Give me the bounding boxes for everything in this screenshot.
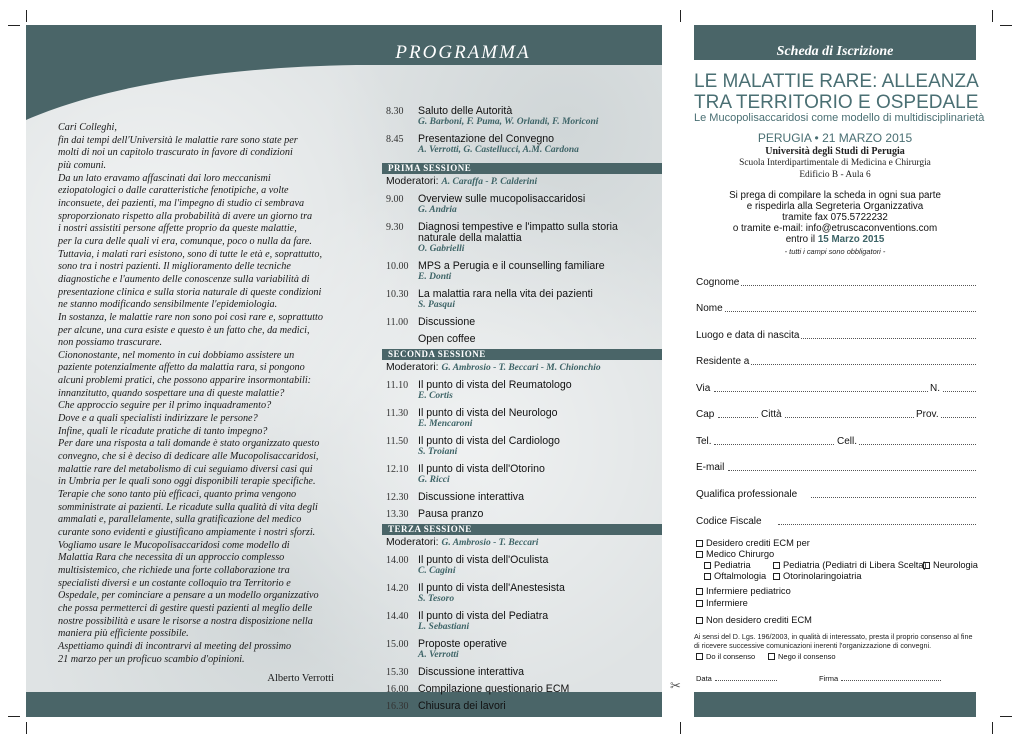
programme-speakers: S. Pasqui [418,300,455,310]
checkbox-icon [923,562,930,569]
via-field[interactable] [696,380,976,394]
letter-line: Malattia Rara che necessita di un approccio complesso [58,552,285,564]
venue-line1: Università degli Studi di Perugia [765,146,905,157]
programme-title: Il punto di vista del Cardiologo [418,435,560,447]
cell-label: Cell. [837,436,858,447]
moderators-names: A. Caraffa - P. Calderini [441,177,538,187]
crop-mark [992,722,993,734]
checkbox-icon [704,562,711,569]
programme-title: Diagnosi tempestive e l'impatto sulla storia [418,221,618,233]
medico-label: Medico Chirurgo [706,549,775,559]
programme-time: 14.00 [386,555,409,566]
venue-line3: Edificio B - Aula 6 [799,170,871,180]
crop-mark [26,722,27,734]
programme-speakers: O. Gabrielli [418,244,465,254]
moderators-label: Moderatori: [386,362,439,373]
programme-heading: PROGRAMMA [395,42,531,63]
programme-title: Il punto di vista dell'Oculista [418,554,549,566]
letter-line: In sostanza, le malattie rare non sono poi così rare e, soprattutto [58,311,323,323]
qualifica-field[interactable] [696,486,976,500]
tel-label: Tel. [696,436,712,447]
moderators-names: G. Ambrosio - T. Beccari [441,538,539,548]
consent-no-label: Nego il consenso [778,652,836,661]
residente-label: Residente a [696,356,750,367]
ecm-no-checkbox[interactable] [696,615,812,625]
letter-line: fin dai tempi dell'Università le malattie rare sono state per [58,134,298,146]
letter-line: innanzitutto, quando sospettare una di queste malattie? [58,387,285,399]
letter-line: in Umbria per le quali sono oggi disponibili terapie specifiche. [58,476,316,488]
programme-speakers: S. Tesoro [418,594,455,604]
pediatria-ls-label: Pediatria (Pediatri di Libera Scelta) [783,560,927,570]
programme-speakers: E. Cortis [418,391,453,401]
programme-time: 15.00 [386,639,409,650]
letter-line: diagnostiche e l'aumento delle conoscenze sulla variabilità di [58,273,310,285]
citta-label: Città [761,409,782,420]
infermiere-checkbox[interactable] [696,598,748,608]
ecm-yes-checkbox[interactable] [696,538,810,548]
programme-title: Discussione interattiva [418,491,524,503]
programme-speakers: G. Ricci [418,475,450,485]
consent-no-checkbox[interactable] [768,652,836,661]
crop-mark [992,10,993,22]
programme-title: Chiusura dei lavori [418,700,506,712]
letter-line: Cari Colleghi, [58,122,117,133]
consent-yes-checkbox[interactable] [696,652,755,661]
programme-time: 8.45 [386,134,404,145]
programme-time: 10.00 [386,261,409,272]
event-subtitle: Le Mucopolisaccaridosi come modello di multidisciplinarietà [694,112,985,124]
letter-line: per la cura delle quali vi era, comunque, poco o nulla da fare. [58,235,312,247]
pediatria-checkbox[interactable] [704,560,751,570]
infermiere-ped-checkbox[interactable] [696,586,791,596]
crop-mark [26,10,27,22]
scissors-icon: ✂ [670,678,681,693]
nome-field[interactable] [696,300,976,314]
programme-time: 16.00 [386,684,409,695]
codice-fiscale-label: Codice Fiscale [696,516,762,527]
programme-title: Discussione interattiva [418,666,524,678]
checkbox-icon [696,551,703,558]
programme-speakers: A. Verrotti [418,650,459,660]
programme-title: Open coffee [418,333,476,345]
programme-title: Proposte operative [418,638,507,650]
deadline [694,234,976,245]
consent-yes-label: Do il consenso [706,652,756,661]
programme-time: 10.30 [386,289,409,300]
cognome-label: Cognome [696,277,740,288]
checkbox-icon [696,600,703,607]
pediatria-label: Pediatria [714,560,751,570]
checkbox-icon [704,573,711,580]
programme-time: 9.00 [386,194,404,205]
programme-title: Discussione [418,316,476,328]
codice-fiscale-field[interactable] [696,513,976,527]
letter-line: alcuni problemi pratici, che possono apparire insormontabili: [58,375,312,387]
luogo-label: Luogo e data di nascita [696,330,800,341]
checkbox-icon [696,653,703,660]
programme-title: Il punto di vista del Reumatologo [418,379,572,391]
data-signature-field[interactable] [696,674,777,683]
programme-speakers: E. Mencaroni [418,419,473,429]
registration-heading: Scheda di Iscrizione [776,44,894,59]
pediatria-ls-checkbox[interactable] [773,560,927,570]
ecm-yes-label: Desidero crediti ECM per [706,538,810,548]
top-wave-band [26,25,662,125]
via-label: Via [696,383,711,394]
programme-speakers: C. Cagini [418,566,456,576]
letter-line: Ospedale, per cominciare a pensare a un modello organizzativo [58,590,319,602]
event-date: PERUGIA • 21 MARZO 2015 [757,131,913,145]
qualifica-label: Qualifica professionale [696,489,798,500]
checkbox-icon [696,540,703,547]
session-heading: PRIMA SESSIONE [382,163,662,174]
session-heading: TERZA SESSIONE [382,524,662,535]
letter-line: ne stanno modificando sensibilmente l'epidemiologia. [58,299,278,311]
letter-line: malattie rare del metabolismo di cui seguiamo diversi casi qui [58,463,313,475]
ecm-no-label: Non desidero crediti ECM [706,615,812,625]
email-label: E-mail [696,462,725,473]
letter-line: specialisti diversi e un costante colloquio tra Territorio e [58,577,291,589]
checkbox-icon [773,562,780,569]
moderators-names: G. Ambrosio - T. Beccari - M. Chionchio [441,363,601,373]
consent-text-line2: di ricevere successive comunicazioni inerenti l'organizzazione di convegni. [694,641,932,650]
nome-label: Nome [696,303,723,314]
checkbox-icon [768,653,775,660]
data-label: Data [696,674,712,683]
programme-title: Saluto delle Autorità [418,105,513,117]
letter-line: Ciononostante, nel momento in cui dobbiamo assistere un [58,349,295,361]
letter-line: Da un lato eravamo affascinati dai loro meccanismi [58,172,271,184]
letter-line: per alcune, una cura esiste e questo è un fatto che, da medici, [58,324,310,336]
letter-line: molti di noi un capitolo trascurato in favore di condizioni [58,147,293,159]
programme-title: Pausa pranzo [418,508,484,520]
programme-time: 8.30 [386,106,404,117]
programme-time: 14.20 [386,583,409,594]
cap-label: Cap [696,409,715,420]
programme-time: 15.30 [386,667,409,678]
luogo-data-nascita-field[interactable] [696,327,976,341]
programme-time: 11.10 [386,380,409,391]
venue-line2: Scuola Interdipartimentale di Medicina e Chirurgia [739,158,931,168]
letter-line: non possiamo trascurare. [58,337,163,349]
letter-line: presentazione clinica e sulla storia naturale di queste condizioni [58,286,322,298]
welcome-letter [58,122,364,666]
programme-title: Il punto di vista del Pediatra [418,610,549,622]
session-moderators [386,176,537,187]
checkbox-icon [696,617,703,624]
programme-title: Il punto di vista dell'Anestesista [418,582,565,594]
crop-mark [680,722,681,734]
moderators-label: Moderatori: [386,537,439,548]
letter-line: più comuni. [58,159,107,171]
letter-line: i nostri assistiti persone affette proprio da queste malattie, [58,223,297,235]
letter-line: sono tra i nostri pazienti. Il miglioramento delle tecniche [58,261,291,273]
letter-line: che possa permetterci di gestire questi pazienti al meglio delle [58,602,313,614]
programme-title-continued: naturale della malattia [418,232,522,244]
letter-line: paziente potenzialmente affetto da malattia rara, si pongono [58,362,305,374]
letter-line: Aspettiamo quindi di incontrarvi al meeting del prossimo [58,640,292,652]
programme-time: 11.00 [386,317,409,328]
registration-form [694,25,985,717]
programme-panel [26,25,662,717]
bottom-band [26,692,662,717]
letter-line: ammalati e, parallelamente, sulla gratificazione del medico [58,514,302,526]
letter-line: somministrate ai pazienti. Le ricadute sulla qualità di vita degli [58,501,318,513]
numero-label: N. [930,383,940,394]
otorino-label: Otorinolaringoiatria [783,571,862,581]
letter-line: eziopatologici o dalle caratteristiche fenotipiche, a volte [58,185,289,197]
prov-label: Prov. [916,409,939,420]
letter-line: Terapie che sono tanto più efficaci, quanto prima vengono [58,489,297,501]
deadline-prefix: entro il [785,234,816,245]
programme-title: Overview sulle mucopolisaccaridosi [418,193,586,205]
cognome-field[interactable] [696,274,976,288]
letter-line: convegno, che si è deciso di dedicare alle Mucopolisaccaridosi, [58,451,319,463]
programme-title: La malattia rara nella vita dei pazienti [418,288,593,300]
instructions-line2: e rispedirla alla Segreteria Organizzativa [746,201,924,212]
programme-time: 13.30 [386,509,409,520]
instructions-line3: tramite fax 075.5722232 [782,212,888,223]
letter-line: inconsuete, dei pazienti, ma l'impegno di studio ci sembrava [58,197,305,209]
programme-speakers: G. Andria [418,205,457,215]
programme-time: 11.30 [386,408,409,419]
letter-line: Per dare una risposta a tali domande è stato organizzato questo [58,438,320,450]
consent-text-line1: Ai sensi del D. Lgs. 196/2003, in qualità di interessato, presta il proprio consenso al fine [694,632,973,641]
programme-time: 9.30 [386,222,404,233]
programme-title: MPS a Perugia e il counselling familiare [418,260,605,272]
programme-time: 12.10 [386,464,409,475]
infermiere-ped-label: Infermiere pediatrico [706,586,791,596]
event-title-line2: TRA TERRITORIO E OSPEDALE [694,92,979,113]
programme-time: 14.40 [386,611,409,622]
checkbox-icon [696,588,703,595]
programme-time: 16.30 [386,701,409,712]
letter-line: multisistemico, che richiede una forte collaborazione tra [58,564,290,576]
instructions-line1: Si prega di compilare la scheda in ogni sua parte [729,190,941,201]
programme-title: Il punto di vista dell'Otorino [418,463,545,475]
instructions-line4: o tramite e-mail: info@etruscaconventions.com [732,223,938,234]
letter-line: curante sono evidenti e giustificano ampiamente i nostri sforzi. [58,527,316,538]
letter-line: Vogliamo usare le Mucopolisaccaridosi come modello di [58,539,290,551]
programme-speakers: G. Barboni, F. Puma, W. Orlandi, F. Moriconi [418,117,599,127]
crop-mark [8,25,20,26]
session-moderators [386,537,538,548]
programme-speakers: E. Donti [418,272,452,282]
letter-line: Dove e a quali specialisti indirizzare le persone? [58,413,258,425]
crop-mark [1000,25,1012,26]
oftalmologia-checkbox[interactable] [704,571,766,581]
letter-line: Che approccio seguire per il primo inquadramento? [58,400,272,412]
deadline-date: 15 Marzo 2015 [817,234,885,245]
firma-signature-field[interactable] [819,674,941,683]
programme-time: 12.30 [386,492,409,503]
programme-title: Compilazione questionario ECM [418,683,570,695]
letter-line: 21 marzo per un proficuo scambio d'opinioni. [58,653,245,665]
letter-line: sproporzionato rispetto alla probabilità di avere un giorno tra [58,210,313,222]
moderators-label: Moderatori: [386,176,439,187]
letter-line: Tuttavia, i malati rari esistono, sono di tutte le età e, soprattutto, [58,248,323,260]
programme-time: 11.50 [386,436,409,447]
otorino-checkbox[interactable] [773,571,862,581]
email-field[interactable] [696,459,976,473]
medico-checkbox[interactable] [696,549,774,559]
letter-line: maniera più efficiente possibile. [58,628,189,640]
infermiere-label: Infermiere [706,598,748,608]
programme-title: Presentazione del Convegno [418,133,555,145]
firma-label: Firma [819,674,839,683]
checkbox-icon [773,573,780,580]
crop-mark [680,10,681,22]
programme-title: Il punto di vista del Neurologo [418,407,558,419]
tel-cell-field[interactable] [696,433,976,447]
required-note: - tutti i campi sono obbligatori - [784,247,886,256]
letter-line: nostre possibilità e usare le risorse a nostra disposizione nella [58,615,313,627]
oftalmologia-label: Oftalmologia [714,571,767,581]
session-moderators [386,362,601,373]
residente-field[interactable] [696,353,976,367]
event-title-line1: LE MALATTIE RARE: ALLEANZA [694,71,979,92]
crop-mark [1000,716,1012,717]
programme-speakers: S. Troiani [418,447,458,457]
crop-mark [8,716,20,717]
cap-citta-prov-field[interactable] [696,406,976,420]
letter-line: Infine, quali le ricadute pratiche di tanto impegno? [58,425,268,437]
neurologia-checkbox[interactable] [923,560,978,570]
programme-speakers: L. Sebastiani [418,622,470,632]
session-heading: SECONDA SESSIONE [382,349,662,360]
neurologia-label: Neurologia [933,560,978,570]
registration-footer-band [694,692,976,717]
programme-speakers: A. Verrotti, G. Castellucci, A.M. Cardona [418,145,579,155]
letter-signature: Alberto Verrotti [267,673,334,684]
